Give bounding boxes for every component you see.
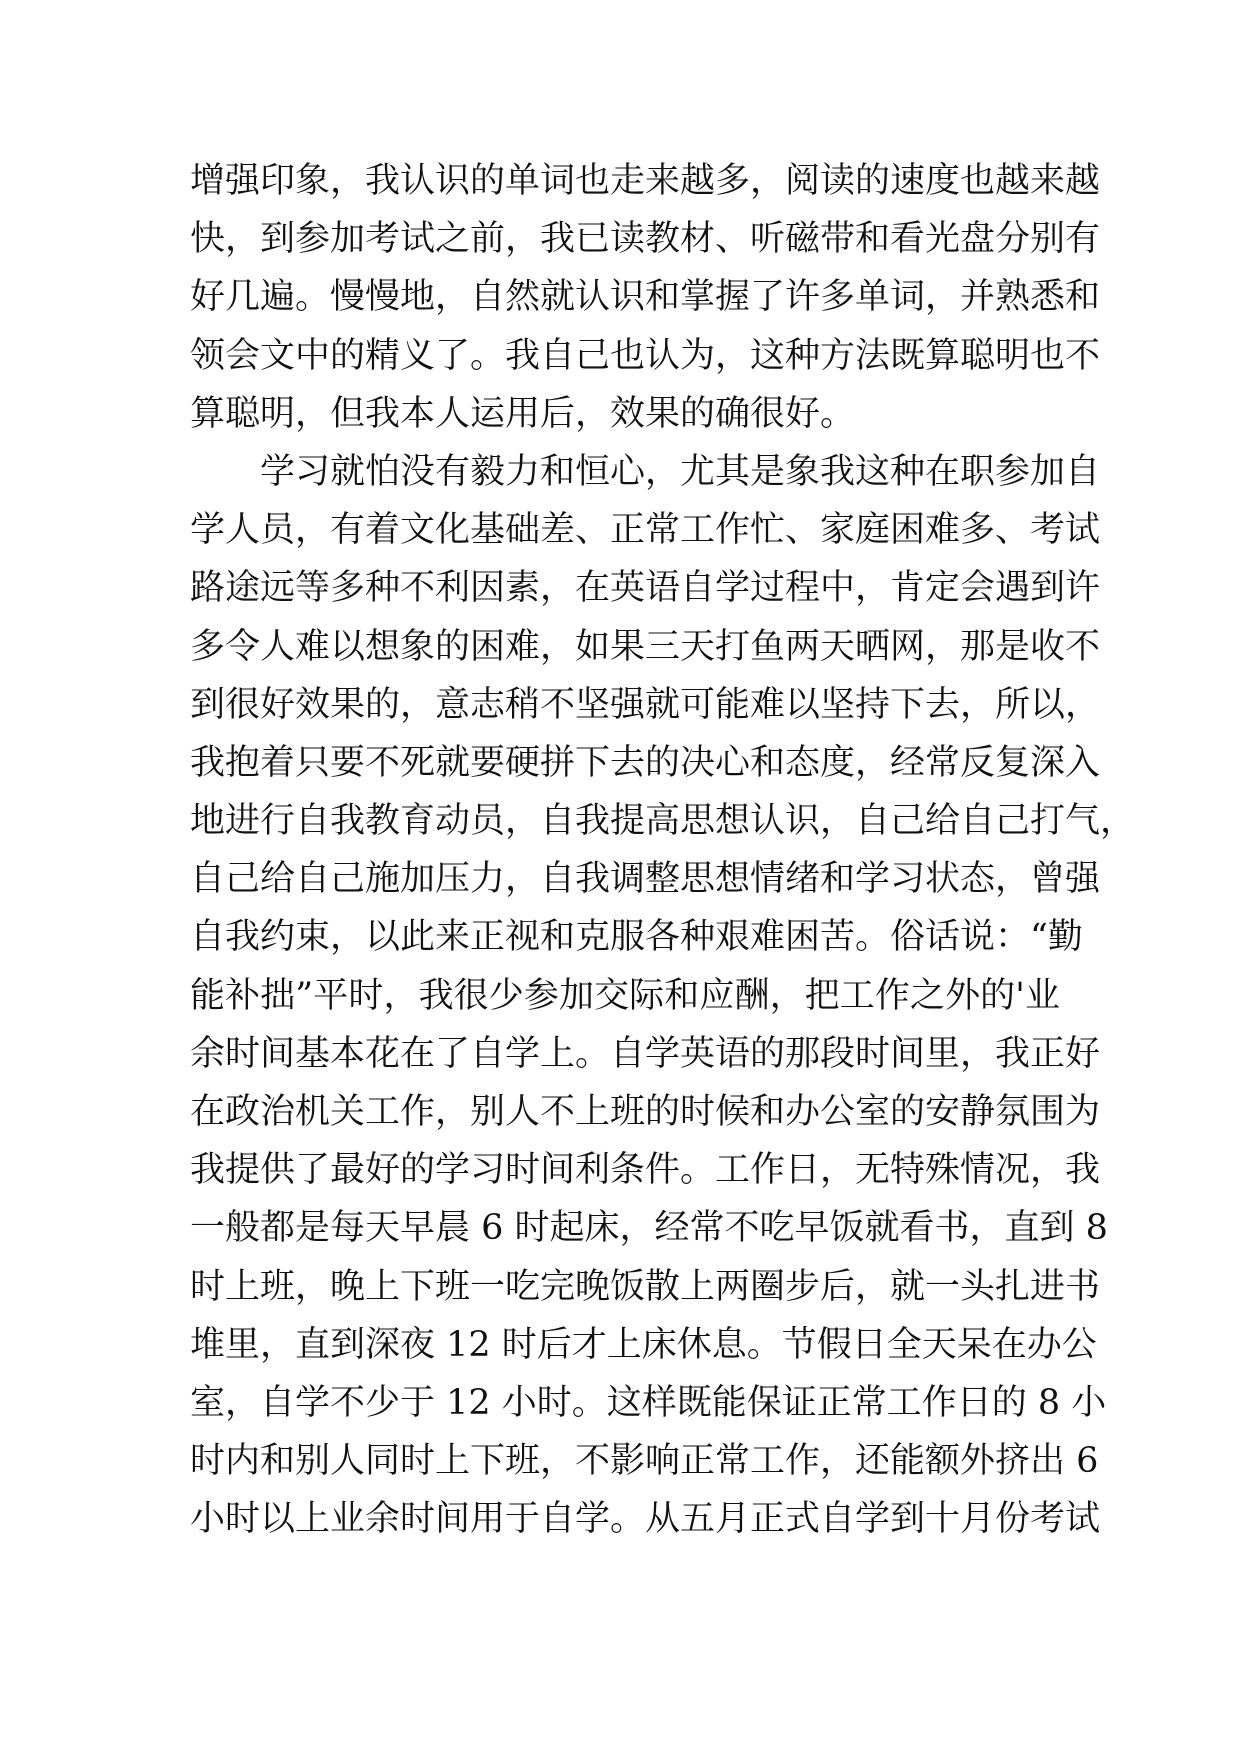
text-line: 自我约束，以此来正视和克服各种艰难困苦。俗话说：“勤 xyxy=(190,917,1083,958)
text-line: 自己给自己施加压力，自我调整思想情绪和学习状态，曾强 xyxy=(190,859,1101,900)
text-line: 余时间基本花在了自学上。自学英语的那段时间里，我正好 xyxy=(190,1033,1101,1074)
text-line: 地进行自我教育动员，自我提高思想认识，自己给自己打气， xyxy=(190,801,1136,842)
text-line: 好几遍。慢慢地，自然就认识和掌握了许多单词，并熟悉和 xyxy=(190,277,1101,318)
text-line: 在政治机关工作，别人不上班的时候和办公室的安静氛围为 xyxy=(190,1092,1101,1132)
text-line: 学习就怕没有毅力和恒心，尤其是象我这种在职参加自 xyxy=(260,451,1101,492)
text-line: 学人员，有着文化基础差、正常工作忙、家庭困难多、考试 xyxy=(190,510,1101,551)
text-line: 多令人难以想象的困难，如果三天打鱼两天晒网，那是收不 xyxy=(190,626,1101,667)
text-line xyxy=(190,1549,1060,1607)
text-line: 能补拙”平时，我很少参加交际和应酬，把工作之外的'业 xyxy=(190,975,1060,1016)
text-line: 快，到参加考试之前，我已读教材、听磁带和看光盘分别有 xyxy=(190,219,1101,260)
text-line: 一般都是每天早晨 6 时起床，经常不吃早饭就看书，直到 8 xyxy=(190,1208,1108,1249)
paragraph-2 xyxy=(190,443,1136,1607)
text-line: 我抱着只要不死就要硬拼下去的决心和态度，经常反复深入 xyxy=(190,742,1101,783)
text-line: 算聪明，但我本人运用后，效果的确很好。 xyxy=(190,393,856,434)
text-line: 时内和别人同时上下班，不影响正常工作，还能额外挤出 6 xyxy=(190,1441,1099,1482)
text-line: 增强印象，我认识的单词也走来越多，阅读的速度也越来越 xyxy=(190,161,1101,201)
text-line: 到很好效果的，意志稍不坚强就可能难以坚持下去，所以， xyxy=(190,684,1101,725)
text-line: 小时以上业余时间用于自学。从五月正式自学到十月份考试 xyxy=(190,1499,1101,1540)
text-line: 我提供了最好的学习时间利条件。工作日，无特殊情况，我 xyxy=(190,1150,1101,1191)
text-line: 堆里，直到深夜 12 时后才上床休息。节假日全天呆在办公 xyxy=(190,1324,1097,1365)
text-line: 时上班，晚上下班一吃完晚饭散上两圈步后，就一头扎进书 xyxy=(190,1266,1101,1307)
body-text xyxy=(190,152,1136,1607)
text-line: 室，自学不少于 12 小时。这样既能保证正常工作日的 8 小 xyxy=(190,1382,1107,1423)
text-line: 领会文中的精义了。我自己也认为，这种方法既算聪明也不 xyxy=(190,335,1101,376)
text-line: 路途远等多种不利因素，在英语自学过程中，肯定会遇到许 xyxy=(190,568,1101,609)
paragraph-1 xyxy=(190,152,1101,443)
